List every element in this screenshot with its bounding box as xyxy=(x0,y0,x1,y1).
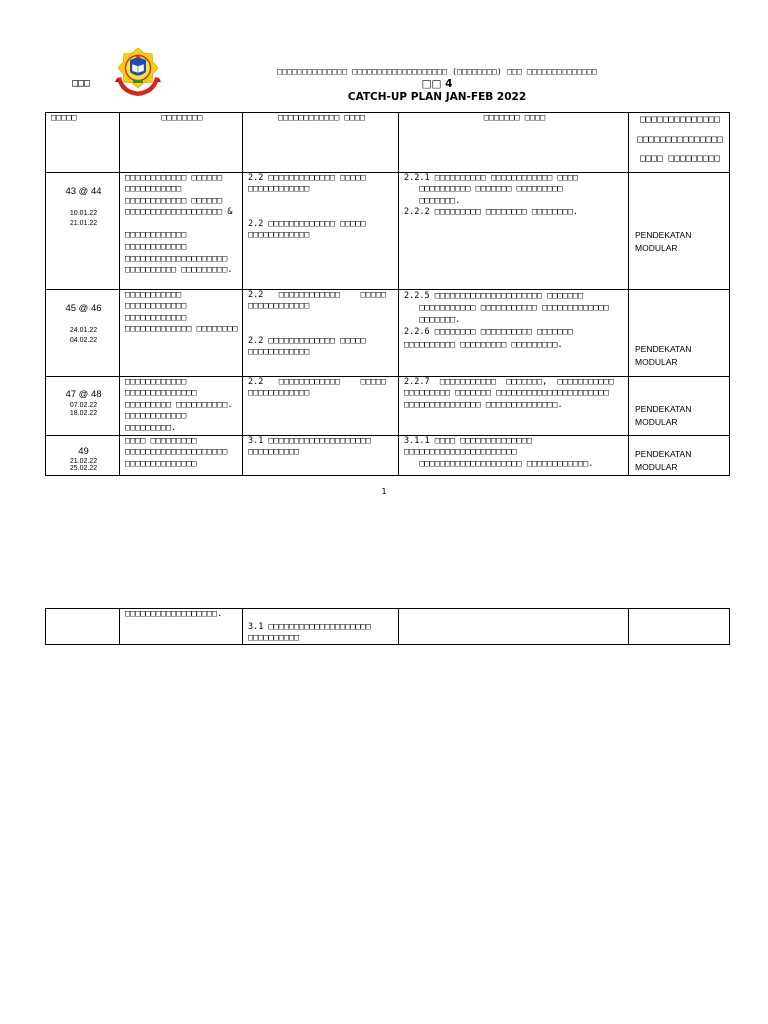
content-standard-text: 2.2 □□□□□□□□□□□□ □□□□□ □□□□□□□□□□□□ xyxy=(248,376,387,399)
document-title: CATCH-UP PLAN JAN-FEB 2022 xyxy=(347,91,527,103)
school-name: □□□□□□□□□□□□□□ □□□□□□□□□□□□□□□□□□□ (□□□□□□□□) □□□ □□□□□□□□□□□□□□ xyxy=(277,66,597,76)
notes-text: PENDEKATAN MODULAR xyxy=(635,403,692,427)
content-standard-cell xyxy=(243,435,399,475)
topic-text: □□□□□□□□□□□ □□□□□□□□□□□□ □□□□□□□□□□□□ □□□□□□□□□□□□□ □□□□□□□□ xyxy=(125,289,238,335)
learning-standard-cell xyxy=(399,376,629,435)
form-label: □□ 4 xyxy=(421,78,453,90)
header-notes: □□□□□□□□□□□□□□ □□□□□□□□□□□□□□□ □□□□ □□□□□□□□□ xyxy=(637,114,723,164)
table-row xyxy=(46,435,730,475)
date-end: 18.02.22 xyxy=(69,410,98,417)
week-cell xyxy=(46,435,120,475)
notes-cell xyxy=(629,289,730,376)
date-end: 04.02.22 xyxy=(69,336,98,344)
date-end: 25.02.22 xyxy=(69,465,98,472)
notes-text: PENDEKATAN MODULAR xyxy=(635,343,692,367)
week-number: 47 @ 48 xyxy=(65,388,102,400)
table-row xyxy=(46,289,730,376)
week-dates xyxy=(51,402,116,419)
date-end: 21.01.22 xyxy=(69,219,98,227)
page-number: 1 xyxy=(381,487,387,496)
week-cell xyxy=(46,289,120,376)
content-standard-text: 2.2 □□□□□□□□□□□□□ □□□□□ □□□□□□□□□□□□ 2.2 □□□□□□□□□□□□□ □□□□□ □□□□□□□□□□□□ xyxy=(248,172,366,241)
week-dates xyxy=(51,458,116,473)
learning-standard-text: 3.1.1 □□□□ □□□□□□□□□□□□□□ □□□□□□□□□□□□□□□□□□□□□□ □□□□□□□□□□□□□□□□□□□□ □□□□□□□□□□□□. xyxy=(404,435,594,469)
content-standard-text: 3.1 □□□□□□□□□□□□□□□□□□□□ □□□□□□□□□□ xyxy=(248,435,371,458)
school-crest-graphic xyxy=(115,44,161,98)
date-start: 24.01.22 xyxy=(69,326,98,334)
header-content-standard: □□□□□□□□□□□□ □□□□ xyxy=(278,113,365,123)
learning-standard-text: 2.2.7 □□□□□□□□□□□ □□□□□□□, □□□□□□□□□□□ □□□□□□□□□ □□□□□□□ □□□□□□□□□□□□□□□□□□□□□□ □□□□□□□□□□□□□□□ □□□□□□□□□□□□□□. xyxy=(404,376,614,410)
date-start: 07.02.22 xyxy=(69,401,98,409)
notes-cell xyxy=(629,609,730,645)
topic-cell xyxy=(120,435,243,475)
table-row xyxy=(46,172,730,289)
header-left-label: □□□ xyxy=(72,78,91,89)
content-standard-text: 2.2 □□□□□□□□□□□□ □□□□□ □□□□□□□□□□□□ 2.2 □□□□□□□□□□□□□ □□□□□ □□□□□□□□□□□□ xyxy=(248,289,387,358)
topic-text: □□□□□□□□□□□□ □□□□□□ □□□□□□□□□□□ □□□□□□□□□□□□ □□□□□□ □□□□□□□□□□□□□□□□□□□ & □□□□□□□□□□□□ □□□□□□□□□□□□ □□□□□□□□□□□□□□□□□□□□ □□□□□□□□□□ □□□□□□□□□. xyxy=(125,172,233,276)
header-cell-week xyxy=(46,113,120,173)
content-standard-text: 3.1 □□□□□□□□□□□□□□□□□□□□ □□□□□□□□□□ xyxy=(248,622,371,643)
topic-cell xyxy=(120,172,243,289)
topic-cell xyxy=(120,289,243,376)
learning-standard-text: 2.2.5 □□□□□□□□□□□□□□□□□□□□□ □□□□□□□ □□□□□□□□□□□ □□□□□□□□□□□ □□□□□□□□□□□□□ □□□□□□□. 2.2.6 □□□□□□□□ □□□□□□□□□□ □□□□□□□ □□□□□□□□□□ □□□□□□□□□ □□□□□□□□□. xyxy=(404,290,609,350)
week-cell xyxy=(46,376,120,435)
header-week: □□□□□ xyxy=(51,113,77,123)
notes-text: PENDEKATAN MODULAR xyxy=(635,448,692,472)
content-standard-cell xyxy=(243,609,399,645)
date-start: 21.02.22 xyxy=(69,457,98,465)
content-standard-cell xyxy=(243,376,399,435)
learning-standard-text: 2.2.1 □□□□□□□□□□ □□□□□□□□□□□□ □□□□ □□□□□□□□□□ □□□□□□□ □□□□□□□□□ □□□□□□□. 2.2.2 □□□□□□□□□ □□□□□□□□ □□□□□□□□. xyxy=(404,172,578,218)
date-start: 10.01.22 xyxy=(69,209,98,217)
content-standard-cell xyxy=(243,289,399,376)
header-cell-learning-standard xyxy=(399,113,629,173)
notes-cell xyxy=(629,172,730,289)
learning-standard-cell xyxy=(399,289,629,376)
week-dates xyxy=(51,209,116,229)
catch-up-plan-table xyxy=(45,112,730,476)
week-cell xyxy=(46,609,120,645)
week-number: 49 xyxy=(78,445,89,457)
content-standard-cell xyxy=(243,172,399,289)
table-header-row xyxy=(46,113,730,173)
topic-text: □□□□ □□□□□□□□□ □□□□□□□□□□□□□□□□□□□□ □□□□□□□□□□□□□□ xyxy=(125,435,228,469)
header-topic: □□□□□□□□ xyxy=(161,113,203,123)
table-row xyxy=(46,609,730,645)
header-learning-standard: □□□□□□□ □□□□ xyxy=(483,113,546,123)
notes-cell xyxy=(629,435,730,475)
topic-cell xyxy=(120,376,243,435)
table-row xyxy=(46,376,730,435)
learning-standard-cell xyxy=(399,435,629,475)
header-cell-topic xyxy=(120,113,243,173)
topic-text: □□□□□□□□□□□□ □□□□□□□□□□□□□□ □□□□□□□□□ □□□□□□□□□□. □□□□□□□□□□□□ □□□□□□□□□. xyxy=(125,376,233,433)
week-cell xyxy=(46,172,120,289)
header-cell-notes xyxy=(629,113,730,173)
continuation-table xyxy=(45,608,730,645)
learning-standard-cell xyxy=(399,172,629,289)
week-number: 43 @ 44 xyxy=(65,185,102,197)
notes-text: PENDEKATAN MODULAR xyxy=(635,229,692,253)
learning-standard-cell xyxy=(399,609,629,645)
topic-cell xyxy=(120,609,243,645)
school-crest-icon xyxy=(115,44,161,98)
week-number: 45 @ 46 xyxy=(65,302,102,314)
header-cell-content-standard xyxy=(243,113,399,173)
notes-cell xyxy=(629,376,730,435)
topic-text: □□□□□□□□□□□□□□□□□□. xyxy=(125,609,223,619)
week-dates xyxy=(51,326,116,346)
